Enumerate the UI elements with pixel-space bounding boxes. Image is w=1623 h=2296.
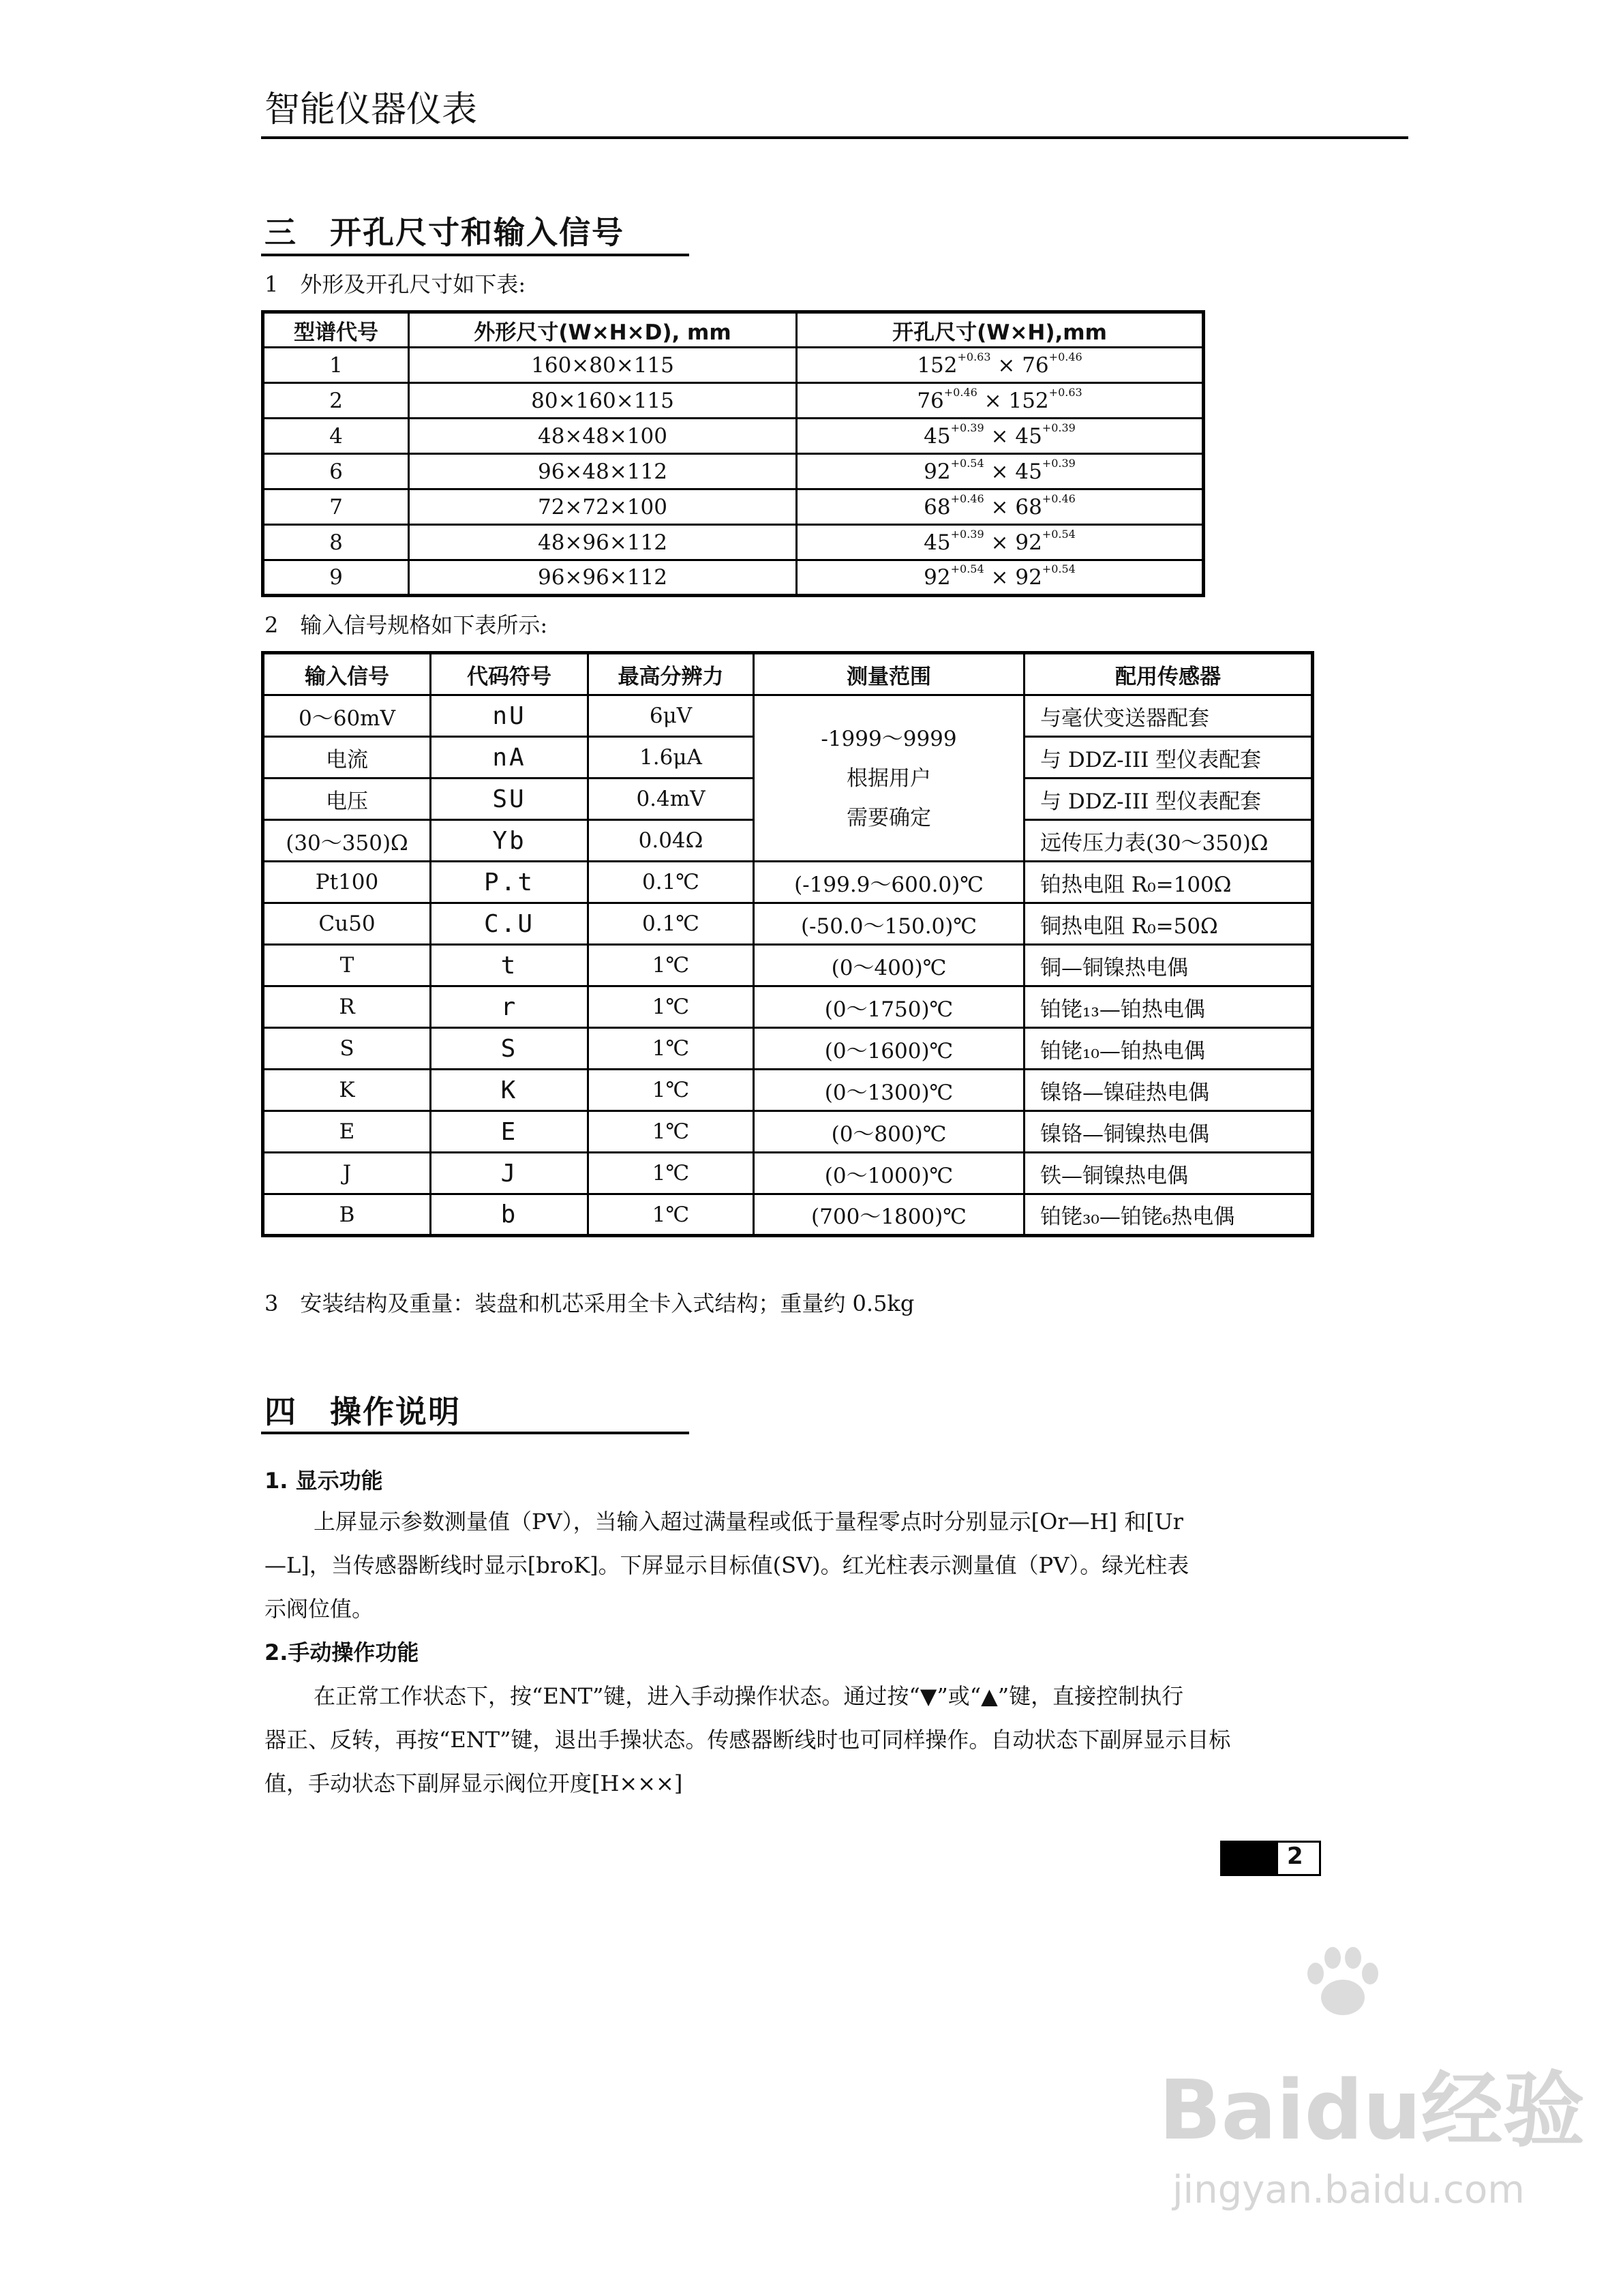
cutout-height: 152	[1008, 388, 1049, 413]
cutout-height: 45	[1015, 423, 1042, 449]
range-cell: (0～1750)℃	[754, 986, 1025, 1028]
cutout-height-tol: +0.54	[1042, 527, 1076, 541]
range-cell: (0～1300)℃	[754, 1070, 1025, 1111]
times-sign: ×	[984, 565, 1016, 590]
sensor-cell: 镍铬—镍硅热电偶	[1025, 1070, 1313, 1111]
table2-row	[263, 1194, 1313, 1236]
cutout-height: 45	[1015, 459, 1042, 484]
resolution-cell: 1℃	[588, 945, 754, 986]
cutout-height-tol: +0.46	[1042, 492, 1076, 505]
range-cell: (0～400)℃	[754, 945, 1025, 986]
table1-code: 2	[263, 383, 409, 419]
sensor-cell: 铜—铜镍热电偶	[1025, 945, 1313, 986]
code-symbol-cell: K	[431, 1070, 588, 1111]
code-symbol-cell: nA	[431, 737, 588, 779]
section-3-title: 三 开孔尺寸和输入信号	[264, 214, 624, 251]
code-symbol-cell: S	[431, 1028, 588, 1070]
resolution-cell: 0.1℃	[588, 903, 754, 945]
page-number-fill	[1222, 1843, 1278, 1874]
table2-header: 最高分辨力	[588, 653, 754, 695]
cutout-width-tol: +0.54	[950, 456, 984, 470]
table1-code: 4	[263, 419, 409, 454]
cutout-width: 92	[924, 459, 951, 484]
code-symbol-cell: r	[431, 986, 588, 1028]
sensor-cell: 铂热电阻 R₀=100Ω	[1025, 862, 1313, 903]
input-signal-table	[261, 651, 1314, 1237]
table1-cutout	[797, 454, 1204, 489]
item-3-text: 3 安装结构及重量：装盘和机芯采用全卡入式结构；重量约 0.5kg	[264, 1290, 915, 1316]
signal-cell: (30～350)Ω	[263, 820, 431, 862]
sensor-cell: 镍铬—铜镍热电偶	[1025, 1111, 1313, 1153]
table1-header: 外形尺寸(W×H×D), mm	[409, 312, 797, 348]
table1-row	[263, 348, 1204, 383]
resolution-cell: 0.04Ω	[588, 820, 754, 862]
table1-row	[263, 489, 1204, 525]
signal-cell: B	[263, 1194, 431, 1236]
resolution-cell: 6μV	[588, 695, 754, 737]
table1-cutout	[797, 525, 1204, 560]
table1-size: 48×96×112	[409, 525, 797, 560]
table1-cutout	[797, 348, 1204, 383]
code-symbol-cell: P.t	[431, 862, 588, 903]
range-cell: (700～1800)℃	[754, 1194, 1025, 1236]
paw-logo-icon	[1302, 1943, 1384, 2025]
signal-cell: S	[263, 1028, 431, 1070]
cutout-width: 45	[924, 530, 951, 555]
sensor-cell: 铂铑₁₃—铂热电偶	[1025, 986, 1313, 1028]
section-3-underline	[261, 254, 689, 256]
range-cell: (-199.9～600.0)℃	[754, 862, 1025, 903]
dimension-table	[261, 310, 1205, 597]
table2-row	[263, 695, 1313, 737]
sensor-cell: 与毫伏变送器配套	[1025, 695, 1313, 737]
sensor-cell: 铜热电阻 R₀=50Ω	[1025, 903, 1313, 945]
table2-row	[263, 1153, 1313, 1194]
times-sign: ×	[984, 494, 1016, 519]
cutout-width: 76	[917, 388, 944, 413]
manual-para-line: 器正、反转，再按“ENT”键，退出手操状态。传感器断线时也可同样操作。自动状态下副屏显示目标	[264, 1727, 1231, 1753]
subheading-manual: 2.手动操作功能	[264, 1640, 419, 1665]
signal-cell: K	[263, 1070, 431, 1111]
code-symbol-cell: E	[431, 1111, 588, 1153]
signal-cell: Cu50	[263, 903, 431, 945]
cutout-width: 45	[924, 423, 951, 449]
signal-cell: R	[263, 986, 431, 1028]
cutout-height: 92	[1015, 565, 1042, 590]
cutout-height-tol: +0.54	[1042, 562, 1076, 575]
code-symbol-cell: J	[431, 1153, 588, 1194]
range-cell: (0～800)℃	[754, 1111, 1025, 1153]
signal-cell: 电流	[263, 737, 431, 779]
resolution-cell: 1℃	[588, 1028, 754, 1070]
section-4-title: 四 操作说明	[264, 1393, 461, 1430]
signal-cell: Pt100	[263, 862, 431, 903]
code-symbol-cell: Yb	[431, 820, 588, 862]
code-symbol-cell: C.U	[431, 903, 588, 945]
range-merged-line: 需要确定	[847, 805, 931, 830]
cutout-height: 68	[1015, 494, 1042, 519]
cutout-height-tol: +0.63	[1048, 385, 1082, 399]
subheading-display: 1. 显示功能	[264, 1468, 383, 1494]
table1-cutout	[797, 419, 1204, 454]
cutout-width-tol: +0.46	[943, 385, 977, 399]
item-1-text: 1 外形及开孔尺寸如下表:	[264, 271, 526, 297]
table2-header: 输入信号	[263, 653, 431, 695]
cutout-height-tol: +0.39	[1042, 456, 1076, 470]
signal-cell: T	[263, 945, 431, 986]
table1-size: 80×160×115	[409, 383, 797, 419]
table1-size: 96×96×112	[409, 560, 797, 596]
table1-code: 8	[263, 525, 409, 560]
table2-row	[263, 986, 1313, 1028]
times-sign: ×	[984, 459, 1016, 484]
header-rule	[261, 136, 1408, 139]
table1-row	[263, 525, 1204, 560]
sensor-cell: 与 DDZ-III 型仪表配套	[1025, 737, 1313, 779]
resolution-cell: 1℃	[588, 986, 754, 1028]
display-para-line: —L]，当传感器断线时显示[broK]。下屏显示目标值(SV)。红光柱表示测量值（PV）。绿光柱表	[264, 1552, 1189, 1578]
resolution-cell: 0.4mV	[588, 779, 754, 820]
table2-row	[263, 862, 1313, 903]
range-merged-line: -1999～9999	[821, 726, 957, 751]
table2-row	[263, 1070, 1313, 1111]
cutout-height-tol: +0.46	[1048, 350, 1082, 363]
resolution-cell: 1℃	[588, 1153, 754, 1194]
table2-row	[263, 1028, 1313, 1070]
signal-cell: J	[263, 1153, 431, 1194]
table1-cutout	[797, 489, 1204, 525]
times-sign: ×	[977, 388, 1009, 413]
cutout-width-tol: +0.39	[950, 527, 984, 541]
table1-cutout	[797, 560, 1204, 596]
resolution-cell: 1℃	[588, 1194, 754, 1236]
table1-header: 开孔尺寸(W×H),mm	[797, 312, 1204, 348]
table1-row	[263, 454, 1204, 489]
table1-cutout	[797, 383, 1204, 419]
table2-row	[263, 903, 1313, 945]
range-cell: (0～1000)℃	[754, 1153, 1025, 1194]
range-merged-cell	[754, 695, 1025, 862]
code-symbol-cell: t	[431, 945, 588, 986]
cutout-width-tol: +0.39	[950, 421, 984, 434]
table1-code: 6	[263, 454, 409, 489]
cutout-height: 76	[1022, 352, 1049, 378]
table2-header: 代码符号	[431, 653, 588, 695]
table1-size: 48×48×100	[409, 419, 797, 454]
table1-code: 9	[263, 560, 409, 596]
table1-size: 96×48×112	[409, 454, 797, 489]
page-header-title: 智能仪器仪表	[264, 89, 478, 130]
sensor-cell: 远传压力表(30～350)Ω	[1025, 820, 1313, 862]
table2-header: 配用传感器	[1025, 653, 1313, 695]
table1-code: 1	[263, 348, 409, 383]
resolution-cell: 1℃	[588, 1111, 754, 1153]
signal-cell: 0～60mV	[263, 695, 431, 737]
signal-cell: E	[263, 1111, 431, 1153]
manual-para-line: 值，手动状态下副屏显示阀位开度[H×××]	[264, 1770, 683, 1796]
sensor-cell: 铂铑₃₀—铂铑₆热电偶	[1025, 1194, 1313, 1236]
resolution-cell: 1℃	[588, 1070, 754, 1111]
times-sign: ×	[984, 530, 1016, 555]
table2-header: 测量范围	[754, 653, 1025, 695]
page-number: 2	[1287, 1843, 1303, 1870]
cutout-width-tol: +0.54	[950, 562, 984, 575]
display-para-line: 示阀位值。	[264, 1596, 374, 1622]
sensor-cell: 与 DDZ-III 型仪表配套	[1025, 779, 1313, 820]
table2-row	[263, 945, 1313, 986]
code-symbol-cell: nU	[431, 695, 588, 737]
cutout-width: 92	[924, 565, 951, 590]
cutout-width: 152	[917, 352, 958, 378]
code-symbol-cell: SU	[431, 779, 588, 820]
signal-cell: 电压	[263, 779, 431, 820]
table1-header: 型谱代号	[263, 312, 409, 348]
table1-size: 160×80×115	[409, 348, 797, 383]
cutout-height: 92	[1015, 530, 1042, 555]
sensor-cell: 铂铑₁₀—铂热电偶	[1025, 1028, 1313, 1070]
watermark-brand: Baidu经验	[1159, 2064, 1585, 2158]
section-4-underline	[261, 1432, 689, 1434]
table2-row	[263, 1111, 1313, 1153]
watermark-url: jingyan.baidu.com	[1172, 2168, 1525, 2212]
sensor-cell: 铁—铜镍热电偶	[1025, 1153, 1313, 1194]
table1-row	[263, 560, 1204, 596]
table1-row	[263, 383, 1204, 419]
times-sign: ×	[984, 423, 1016, 449]
range-cell: (0～1600)℃	[754, 1028, 1025, 1070]
cutout-width: 68	[924, 494, 951, 519]
range-cell: (-50.0～150.0)℃	[754, 903, 1025, 945]
display-para-line: 上屏显示参数测量值（PV），当输入超过满量程或低于量程零点时分别显示[Or—H] 和[Ur	[314, 1509, 1183, 1535]
resolution-cell: 1.6μA	[588, 737, 754, 779]
table1-code: 7	[263, 489, 409, 525]
cutout-width-tol: +0.63	[957, 350, 991, 363]
manual-para-line: 在正常工作状态下，按“ENT”键，进入手动操作状态。通过按“▼”或“▲”键，直接控制执行	[314, 1683, 1184, 1709]
resolution-cell: 0.1℃	[588, 862, 754, 903]
code-symbol-cell: b	[431, 1194, 588, 1236]
range-merged-line: 根据用户	[847, 766, 931, 791]
cutout-width-tol: +0.46	[950, 492, 984, 505]
item-2-text: 2 输入信号规格如下表所示:	[264, 612, 548, 638]
cutout-height-tol: +0.39	[1042, 421, 1076, 434]
table1-size: 72×72×100	[409, 489, 797, 525]
table1-row	[263, 419, 1204, 454]
times-sign: ×	[990, 352, 1022, 378]
